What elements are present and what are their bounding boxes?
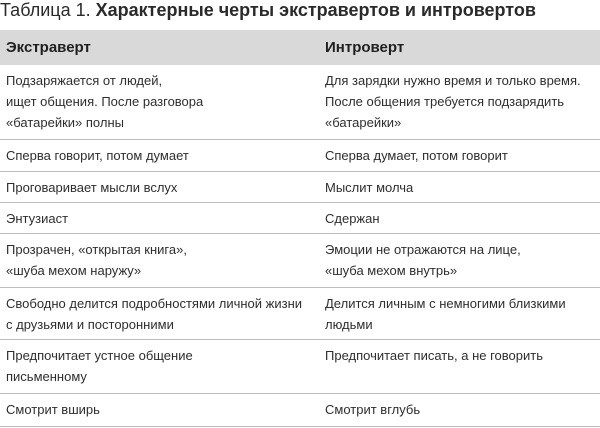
cell-line: Мыслит молча xyxy=(325,180,414,195)
cell-line: Смотрит вглубь xyxy=(325,402,421,417)
introvert-cell xyxy=(325,70,597,133)
header-extravert: Экстраверт xyxy=(6,39,91,56)
caption-title: Характерные черты экстравертов и интровертов xyxy=(95,0,536,20)
cell-line: Сперва думает, потом говорит xyxy=(325,148,508,163)
cell-line: Сдержан xyxy=(325,211,380,226)
header-introvert: Интроверт xyxy=(325,39,405,56)
introvert-cell xyxy=(325,293,597,335)
cell-line: ищет общения. После разговора xyxy=(6,94,204,109)
cell-line: Проговаривает мысли вслух xyxy=(6,180,178,195)
cell-line: После общения требуется подзарядить xyxy=(325,94,565,109)
extravert-cell xyxy=(6,345,311,387)
extravert-cell xyxy=(6,70,311,133)
cell-line: «батарейки» xyxy=(325,115,402,130)
cell-line: «шуба мехом наружу» xyxy=(6,263,142,278)
cell-line: Эмоции не отражаются на лице, xyxy=(325,242,521,257)
cell-line: Энтузиаст xyxy=(6,211,69,226)
introvert-cell xyxy=(325,177,597,198)
cell-line: Для зарядки нужно время и только время. xyxy=(325,73,581,88)
traits-table xyxy=(0,30,600,428)
introvert-cell xyxy=(325,208,597,229)
table-row xyxy=(0,340,600,394)
table-row xyxy=(0,288,600,340)
table-row xyxy=(0,140,600,172)
cell-line: с друзьями и посторонними xyxy=(6,317,174,332)
caption-prefix: Таблица 1. xyxy=(0,0,91,20)
extravert-cell xyxy=(6,177,311,198)
cell-line: Прозрачен, «открытая книга», xyxy=(6,242,187,257)
extravert-cell xyxy=(6,293,311,335)
table-row xyxy=(0,234,600,288)
cell-line: письменному xyxy=(6,369,87,384)
table-header xyxy=(0,30,600,65)
cell-line: Свободно делится подробностями личной жизни xyxy=(6,296,303,311)
table-row xyxy=(0,203,600,234)
cell-line: Смотрит вширь xyxy=(6,402,100,417)
cell-line: Сперва говорит, потом думает xyxy=(6,148,189,163)
introvert-cell xyxy=(325,345,597,366)
cell-line: людьми xyxy=(325,317,373,332)
cell-line: Делится личным с немногими близкими xyxy=(325,296,566,311)
cell-line: Подзаряжается от людей, xyxy=(6,73,163,88)
cell-line: Предпочитает писать, а не говорить xyxy=(325,348,543,363)
table-row xyxy=(0,394,600,427)
introvert-cell xyxy=(325,399,597,420)
introvert-cell xyxy=(325,239,597,281)
extravert-cell xyxy=(6,399,311,420)
cell-line: «батарейки» полны xyxy=(6,115,124,130)
extravert-cell xyxy=(6,208,311,229)
table-row xyxy=(0,172,600,203)
extravert-cell xyxy=(6,239,311,281)
table-caption xyxy=(0,0,600,26)
table-row xyxy=(0,65,600,140)
cell-line: «шуба мехом внутрь» xyxy=(325,263,458,278)
cell-line: Предпочитает устное общение xyxy=(6,348,193,363)
extravert-cell xyxy=(6,145,311,166)
introvert-cell xyxy=(325,145,597,166)
